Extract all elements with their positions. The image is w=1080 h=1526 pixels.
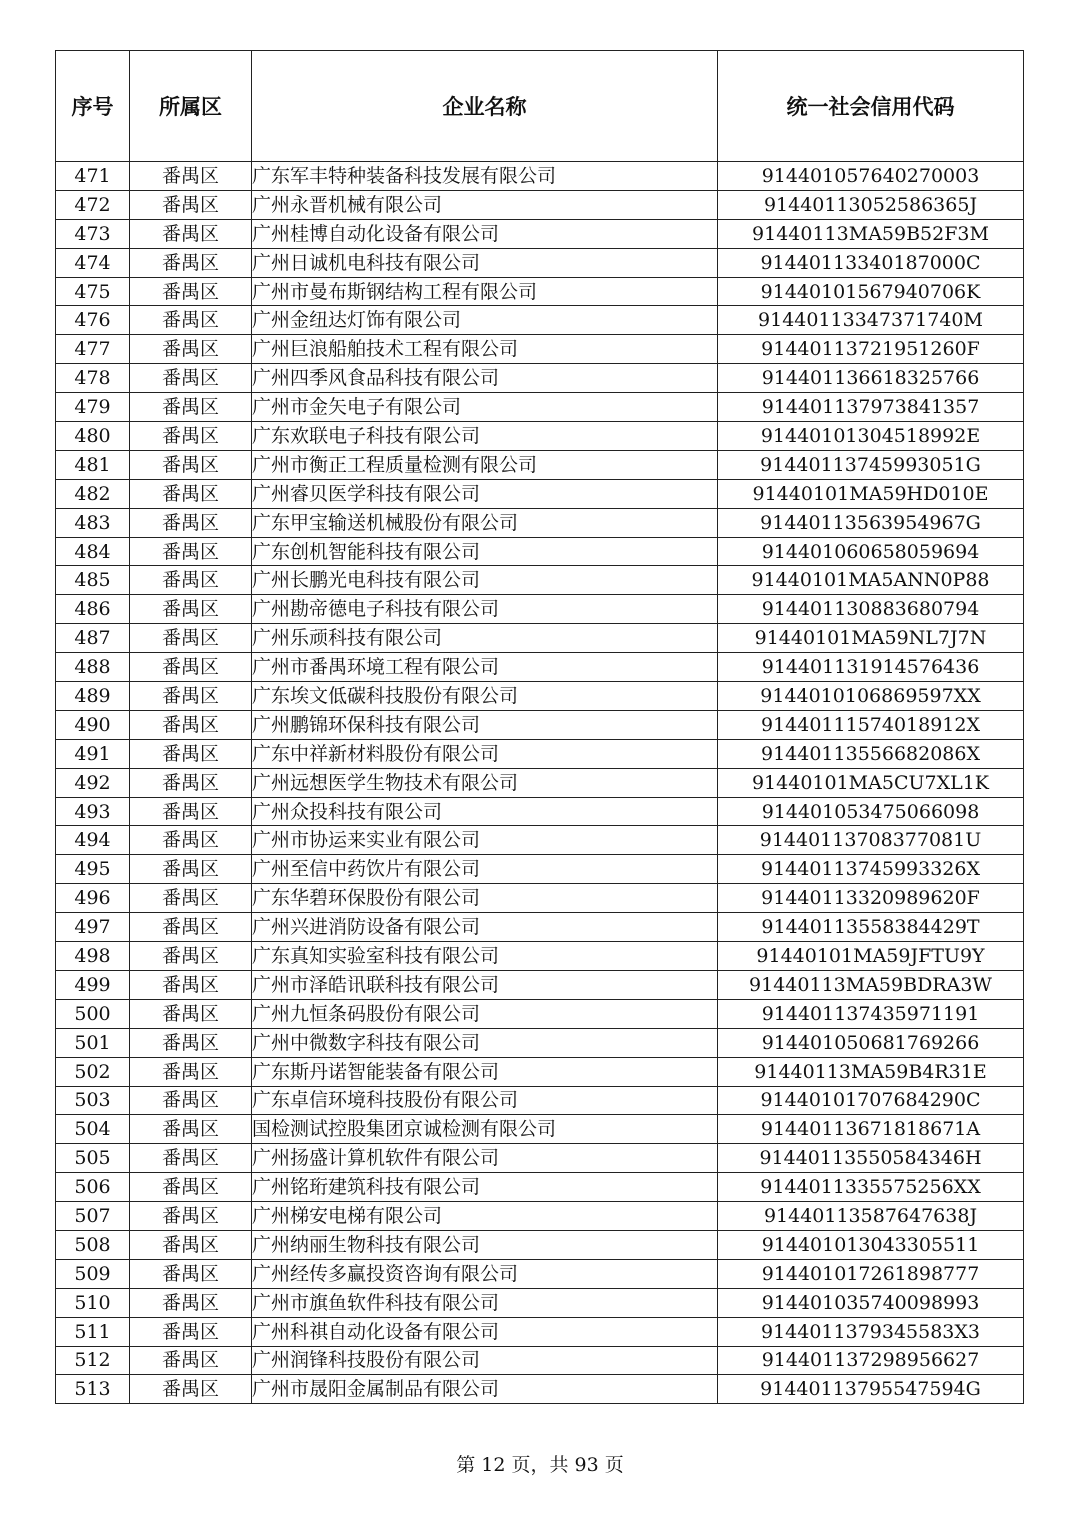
- cell-company: 广州市晟阳金属制品有限公司: [252, 1375, 718, 1404]
- cell-company: 国检测试控股集团京诚检测有限公司: [252, 1115, 718, 1144]
- cell-code: 91440113550584346H: [718, 1144, 1024, 1173]
- table-header-row: [56, 51, 1024, 162]
- cell-seq: 471: [56, 162, 130, 191]
- cell-code: 91440111574018912X: [718, 710, 1024, 739]
- cell-seq: 500: [56, 999, 130, 1028]
- cell-code: 914401057640270003: [718, 162, 1024, 191]
- table-row: [56, 682, 1024, 711]
- table-row: [56, 162, 1024, 191]
- cell-code: 91440113671818671A: [718, 1115, 1024, 1144]
- cell-code: 91440113558384429T: [718, 913, 1024, 942]
- cell-seq: 487: [56, 624, 130, 653]
- cell-code: 914401137298956627: [718, 1346, 1024, 1375]
- cell-district: 番禺区: [130, 942, 252, 971]
- cell-code: 91440101MA5ANN0P88: [718, 566, 1024, 595]
- cell-company: 广州铭珩建筑科技有限公司: [252, 1173, 718, 1202]
- cell-seq: 507: [56, 1202, 130, 1231]
- cell-company: 广东中祥新材料股份有限公司: [252, 739, 718, 768]
- cell-seq: 479: [56, 393, 130, 422]
- cell-seq: 475: [56, 277, 130, 306]
- page-footer: 第 12 页，共 93 页: [456, 1454, 624, 1476]
- table-row: [56, 1346, 1024, 1375]
- cell-district: 番禺区: [130, 566, 252, 595]
- table-row: [56, 999, 1024, 1028]
- cell-code: 91440101MA59NL7J7N: [718, 624, 1024, 653]
- cell-district: 番禺区: [130, 739, 252, 768]
- cell-code: 914401013043305511: [718, 1230, 1024, 1259]
- cell-code: 91440101707684290C: [718, 1086, 1024, 1115]
- cell-district: 番禺区: [130, 1202, 252, 1231]
- cell-code: 91440113MA59BDRA3W: [718, 970, 1024, 999]
- table-row: [56, 393, 1024, 422]
- cell-seq: 476: [56, 306, 130, 335]
- cell-district: 番禺区: [130, 450, 252, 479]
- cell-code: 91440101MA59JFTU9Y: [718, 942, 1024, 971]
- table-row: [56, 364, 1024, 393]
- table-row: [56, 537, 1024, 566]
- cell-code: 914401130883680794: [718, 595, 1024, 624]
- cell-district: 番禺区: [130, 393, 252, 422]
- cell-district: 番禺区: [130, 1028, 252, 1057]
- cell-company: 广州勘帝德电子科技有限公司: [252, 595, 718, 624]
- cell-seq: 498: [56, 942, 130, 971]
- cell-district: 番禺区: [130, 710, 252, 739]
- cell-code: 91440113721951260F: [718, 335, 1024, 364]
- cell-seq: 494: [56, 826, 130, 855]
- cell-code: 91440113MA59B4R31E: [718, 1057, 1024, 1086]
- cell-seq: 480: [56, 422, 130, 451]
- cell-district: 番禺区: [130, 624, 252, 653]
- cell-district: 番禺区: [130, 479, 252, 508]
- cell-seq: 472: [56, 190, 130, 219]
- cell-code: 914401053475066098: [718, 797, 1024, 826]
- table-row: [56, 190, 1024, 219]
- cell-code: 914401136618325766: [718, 364, 1024, 393]
- table-row: [56, 1028, 1024, 1057]
- cell-seq: 477: [56, 335, 130, 364]
- cell-code: 91440113795547594G: [718, 1375, 1024, 1404]
- cell-seq: 491: [56, 739, 130, 768]
- cell-code: 91440113052586365J: [718, 190, 1024, 219]
- cell-district: 番禺区: [130, 1346, 252, 1375]
- cell-district: 番禺区: [130, 826, 252, 855]
- table-row: [56, 479, 1024, 508]
- cell-district: 番禺区: [130, 595, 252, 624]
- table-row: [56, 1375, 1024, 1404]
- cell-code: 914401050681769266: [718, 1028, 1024, 1057]
- table-row: [56, 450, 1024, 479]
- cell-company: 广州睿贝医学科技有限公司: [252, 479, 718, 508]
- cell-code: 91440101567940706K: [718, 277, 1024, 306]
- cell-company: 广东真知实验室科技有限公司: [252, 942, 718, 971]
- table-row: [56, 884, 1024, 913]
- cell-company: 广州市泽皓讯联科技有限公司: [252, 970, 718, 999]
- cell-district: 番禺区: [130, 248, 252, 277]
- cell-code: 9144010106869597XX: [718, 682, 1024, 711]
- cell-district: 番禺区: [130, 1317, 252, 1346]
- table-row: [56, 1144, 1024, 1173]
- table-row: [56, 739, 1024, 768]
- table-row: [56, 277, 1024, 306]
- cell-seq: 509: [56, 1259, 130, 1288]
- cell-company: 广州四季风食品科技有限公司: [252, 364, 718, 393]
- cell-company: 广州市衡正工程质量检测有限公司: [252, 450, 718, 479]
- table-row: [56, 1173, 1024, 1202]
- cell-code: 91440101MA59HD010E: [718, 479, 1024, 508]
- header-district: 所属区: [130, 51, 252, 162]
- cell-seq: 489: [56, 682, 130, 711]
- cell-district: 番禺区: [130, 537, 252, 566]
- cell-seq: 505: [56, 1144, 130, 1173]
- cell-code: 914401131914576436: [718, 653, 1024, 682]
- table-row: [56, 710, 1024, 739]
- table-row: [56, 306, 1024, 335]
- table-row: [56, 1057, 1024, 1086]
- table-row: [56, 1115, 1024, 1144]
- cell-district: 番禺区: [130, 797, 252, 826]
- cell-code: 9144011335575256XX: [718, 1173, 1024, 1202]
- cell-seq: 478: [56, 364, 130, 393]
- cell-code: 91440113320989620F: [718, 884, 1024, 913]
- cell-code: 91440101MA5CU7XL1K: [718, 768, 1024, 797]
- table-row: [56, 826, 1024, 855]
- cell-code: 914401035740098993: [718, 1288, 1024, 1317]
- cell-seq: 482: [56, 479, 130, 508]
- cell-code: 91440113556682086X: [718, 739, 1024, 768]
- cell-district: 番禺区: [130, 508, 252, 537]
- table-row: [56, 219, 1024, 248]
- cell-company: 广东创机智能科技有限公司: [252, 537, 718, 566]
- table-row: [56, 248, 1024, 277]
- table-row: [56, 1230, 1024, 1259]
- cell-company: 广州永晋机械有限公司: [252, 190, 718, 219]
- table-row: [56, 1202, 1024, 1231]
- cell-company: 广州科祺自动化设备有限公司: [252, 1317, 718, 1346]
- cell-company: 广州众投科技有限公司: [252, 797, 718, 826]
- cell-seq: 473: [56, 219, 130, 248]
- cell-company: 广州市曼布斯钢结构工程有限公司: [252, 277, 718, 306]
- cell-code: 91440113745993051G: [718, 450, 1024, 479]
- table-row: [56, 970, 1024, 999]
- cell-seq: 499: [56, 970, 130, 999]
- cell-code: 914401137435971191: [718, 999, 1024, 1028]
- cell-company: 广州市番禺环境工程有限公司: [252, 653, 718, 682]
- cell-district: 番禺区: [130, 1144, 252, 1173]
- company-table: [55, 50, 1024, 1404]
- cell-company: 广州远想医学生物技术有限公司: [252, 768, 718, 797]
- cell-company: 广州市金矢电子有限公司: [252, 393, 718, 422]
- cell-seq: 511: [56, 1317, 130, 1346]
- cell-district: 番禺区: [130, 422, 252, 451]
- cell-company: 广州市协运来实业有限公司: [252, 826, 718, 855]
- cell-seq: 512: [56, 1346, 130, 1375]
- table-row: [56, 913, 1024, 942]
- cell-district: 番禺区: [130, 1288, 252, 1317]
- cell-seq: 483: [56, 508, 130, 537]
- cell-company: 广州桂博自动化设备有限公司: [252, 219, 718, 248]
- cell-company: 广州中微数字科技有限公司: [252, 1028, 718, 1057]
- header-code: 统一社会信用代码: [718, 51, 1024, 162]
- cell-seq: 485: [56, 566, 130, 595]
- cell-district: 番禺区: [130, 1086, 252, 1115]
- cell-district: 番禺区: [130, 884, 252, 913]
- cell-district: 番禺区: [130, 1057, 252, 1086]
- table-row: [56, 595, 1024, 624]
- cell-code: 91440101304518992E: [718, 422, 1024, 451]
- cell-seq: 474: [56, 248, 130, 277]
- cell-seq: 492: [56, 768, 130, 797]
- cell-district: 番禺区: [130, 999, 252, 1028]
- cell-code: 91440113MA59B52F3M: [718, 219, 1024, 248]
- cell-company: 广东欢联电子科技有限公司: [252, 422, 718, 451]
- cell-seq: 481: [56, 450, 130, 479]
- header-seq: 序号: [56, 51, 130, 162]
- cell-code: 91440113563954967G: [718, 508, 1024, 537]
- cell-district: 番禺区: [130, 277, 252, 306]
- cell-district: 番禺区: [130, 162, 252, 191]
- cell-seq: 501: [56, 1028, 130, 1057]
- cell-seq: 486: [56, 595, 130, 624]
- cell-seq: 513: [56, 1375, 130, 1404]
- cell-district: 番禺区: [130, 855, 252, 884]
- cell-seq: 508: [56, 1230, 130, 1259]
- cell-company: 广州市旗鱼软件科技有限公司: [252, 1288, 718, 1317]
- cell-company: 广东埃文低碳科技股份有限公司: [252, 682, 718, 711]
- cell-company: 广东军丰特种装备科技发展有限公司: [252, 162, 718, 191]
- cell-company: 广州经传多赢投资咨询有限公司: [252, 1259, 718, 1288]
- cell-district: 番禺区: [130, 335, 252, 364]
- table-row: [56, 1317, 1024, 1346]
- cell-seq: 493: [56, 797, 130, 826]
- cell-code: 91440113708377081U: [718, 826, 1024, 855]
- table-row: [56, 855, 1024, 884]
- cell-code: 914401017261898777: [718, 1259, 1024, 1288]
- cell-company: 广州长鹏光电科技有限公司: [252, 566, 718, 595]
- cell-company: 广州梯安电梯有限公司: [252, 1202, 718, 1231]
- cell-company: 广东卓信环境科技股份有限公司: [252, 1086, 718, 1115]
- cell-company: 广州鹏锦环保科技有限公司: [252, 710, 718, 739]
- cell-company: 广州日诚机电科技有限公司: [252, 248, 718, 277]
- cell-seq: 495: [56, 855, 130, 884]
- header-company: 企业名称: [252, 51, 718, 162]
- table-row: [56, 566, 1024, 595]
- cell-seq: 488: [56, 653, 130, 682]
- cell-district: 番禺区: [130, 913, 252, 942]
- cell-code: 91440113587647638J: [718, 1202, 1024, 1231]
- cell-company: 广州纳丽生物科技有限公司: [252, 1230, 718, 1259]
- cell-code: 914401137973841357: [718, 393, 1024, 422]
- cell-company: 广州兴进消防设备有限公司: [252, 913, 718, 942]
- cell-seq: 484: [56, 537, 130, 566]
- cell-district: 番禺区: [130, 190, 252, 219]
- cell-code: 9144011379345583X3: [718, 1317, 1024, 1346]
- cell-district: 番禺区: [130, 219, 252, 248]
- table-row: [56, 624, 1024, 653]
- cell-seq: 496: [56, 884, 130, 913]
- cell-district: 番禺区: [130, 364, 252, 393]
- table-row: [56, 797, 1024, 826]
- cell-seq: 490: [56, 710, 130, 739]
- cell-code: 914401060658059694: [718, 537, 1024, 566]
- table-row: [56, 1288, 1024, 1317]
- cell-code: 91440113340187000C: [718, 248, 1024, 277]
- table-row: [56, 1259, 1024, 1288]
- cell-district: 番禺区: [130, 682, 252, 711]
- cell-seq: 504: [56, 1115, 130, 1144]
- cell-district: 番禺区: [130, 1173, 252, 1202]
- cell-company: 广州九恒条码股份有限公司: [252, 999, 718, 1028]
- table-row: [56, 335, 1024, 364]
- cell-district: 番禺区: [130, 653, 252, 682]
- cell-seq: 502: [56, 1057, 130, 1086]
- cell-code: 91440113347371740M: [718, 306, 1024, 335]
- table-row: [56, 422, 1024, 451]
- cell-district: 番禺区: [130, 1115, 252, 1144]
- cell-seq: 510: [56, 1288, 130, 1317]
- cell-district: 番禺区: [130, 768, 252, 797]
- cell-company: 广州扬盛计算机软件有限公司: [252, 1144, 718, 1173]
- cell-company: 广州巨浪船舶技术工程有限公司: [252, 335, 718, 364]
- table-row: [56, 768, 1024, 797]
- cell-district: 番禺区: [130, 1230, 252, 1259]
- cell-seq: 503: [56, 1086, 130, 1115]
- cell-district: 番禺区: [130, 306, 252, 335]
- cell-company: 广州金纽达灯饰有限公司: [252, 306, 718, 335]
- table-row: [56, 1086, 1024, 1115]
- cell-company: 广州至信中药饮片有限公司: [252, 855, 718, 884]
- table-row: [56, 508, 1024, 537]
- cell-company: 广东甲宝输送机械股份有限公司: [252, 508, 718, 537]
- cell-district: 番禺区: [130, 1259, 252, 1288]
- cell-company: 广东斯丹诺智能装备有限公司: [252, 1057, 718, 1086]
- cell-company: 广州乐顽科技有限公司: [252, 624, 718, 653]
- cell-seq: 506: [56, 1173, 130, 1202]
- cell-company: 广东华碧环保股份有限公司: [252, 884, 718, 913]
- cell-district: 番禺区: [130, 1375, 252, 1404]
- cell-company: 广州润锋科技股份有限公司: [252, 1346, 718, 1375]
- cell-seq: 497: [56, 913, 130, 942]
- table-row: [56, 942, 1024, 971]
- table-row: [56, 653, 1024, 682]
- cell-code: 91440113745993326X: [718, 855, 1024, 884]
- table-body: [56, 162, 1024, 1404]
- cell-district: 番禺区: [130, 970, 252, 999]
